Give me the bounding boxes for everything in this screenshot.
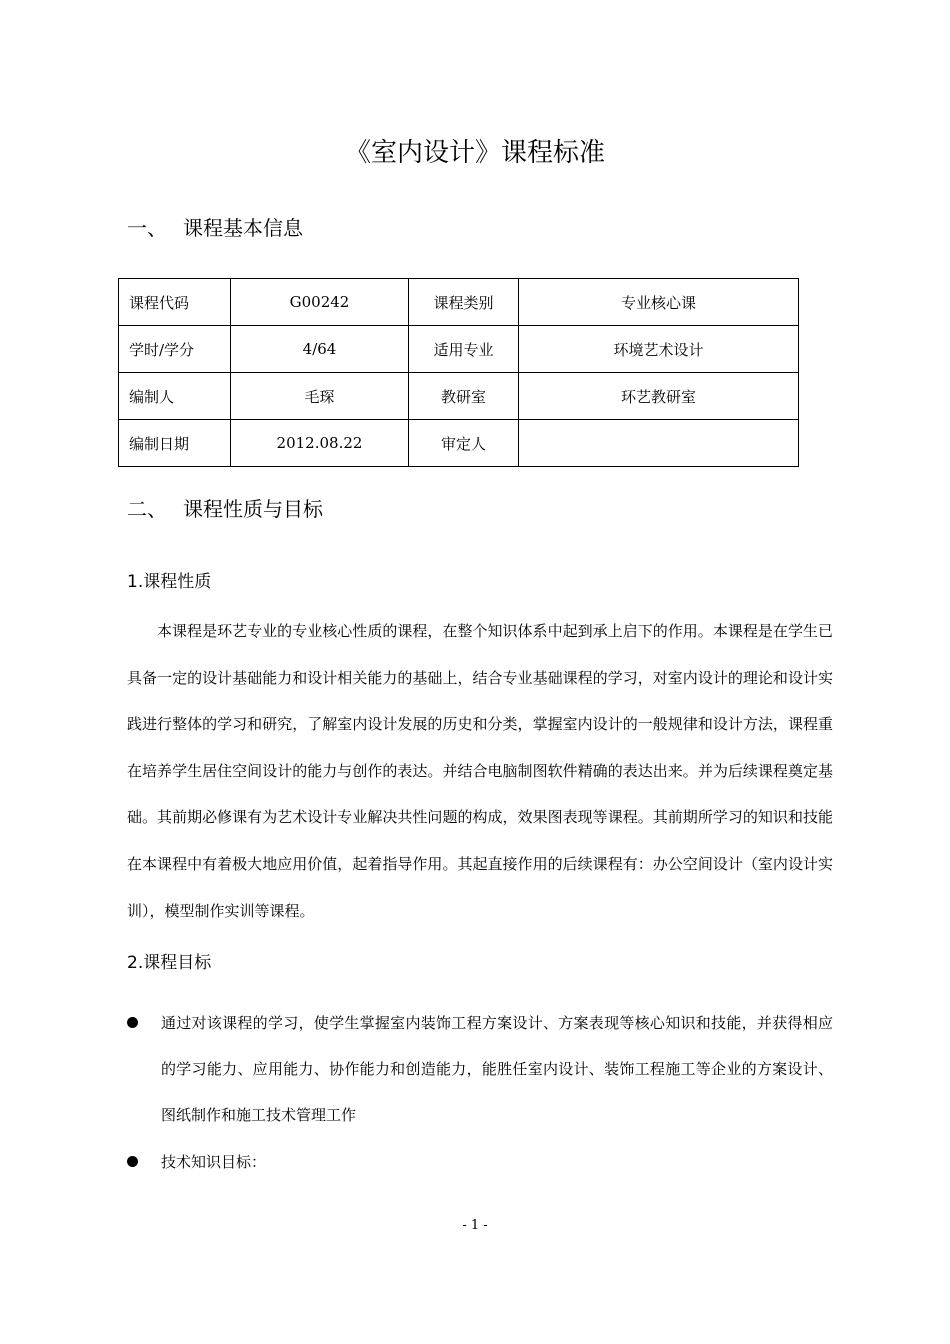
table-cell: 适用专业 <box>409 326 519 373</box>
table-cell: 环艺教研室 <box>519 373 799 420</box>
table-row <box>119 420 799 467</box>
course-info-table <box>118 278 799 467</box>
subsection-heading-course-goals: 2.课程目标 <box>127 953 212 973</box>
subsection-heading-course-nature: 1.课程性质 <box>127 572 212 592</box>
table-cell: 审定人 <box>409 420 519 467</box>
list-item-text: 技术知识目标： <box>161 1153 267 1171</box>
list-item <box>127 1139 833 1185</box>
section-heading-2 <box>127 494 323 524</box>
bullet-icon <box>127 1017 138 1028</box>
list-item-text: 通过对该课程的学习，使学生掌握室内装饰工程方案设计、方案表现等核心知识和技能，并获得相应的学习能力、应用能力、协作能力和创造能力，能胜任室内设计、装饰工程施工等企业的方案设计、图纸制作和施工技术管理工作 <box>161 1014 833 1124</box>
course-nature-paragraph: 本课程是环艺专业的专业核心性质的课程，在整个知识体系中起到承上启下的作用。本课程是在学生已具备一定的设计基础能力和设计相关能力的基础上，结合专业基础课程的学习，对室内设计的理论和设计实践进行整体的学习和研究，了解室内设计发展的历史和分类，掌握室内设计的一般规律和设计方法，课程重在培养学生居住空间设计的能力与创作的表达。并结合电脑制图软件精确的表达出来。并为后续课程奠定基础。其前期必修课有为艺术设计专业解决共性问题的构成，效果图表现等课程。其前期所学习的知识和技能在本课程中有着极大地应用价值，起着指导作用。其起直接作用的后续课程有：办公空间设计（室内设计实训），模型制作实训等课程。 <box>127 622 833 920</box>
table-row <box>119 279 799 326</box>
table-cell <box>519 420 799 467</box>
table-cell: 专业核心课 <box>519 279 799 326</box>
section-title: 课程基本信息 <box>183 216 303 240</box>
table-row <box>119 326 799 373</box>
page-number: - 1 - <box>462 1218 488 1233</box>
table-cell: 教研室 <box>409 373 519 420</box>
table-cell: 课程类别 <box>409 279 519 326</box>
section-heading-1 <box>127 213 303 243</box>
section-number: 一、 <box>127 216 167 240</box>
table-cell: 环境艺术设计 <box>519 326 799 373</box>
table-cell: 学时/学分 <box>119 326 231 373</box>
table-cell: 编制人 <box>119 373 231 420</box>
table-row <box>119 373 799 420</box>
table-cell: 课程代码 <box>119 279 231 326</box>
table-cell: 2012.08.22 <box>231 420 409 467</box>
table-cell: G00242 <box>231 279 409 326</box>
section-title: 课程性质与目标 <box>183 497 323 521</box>
table-cell: 4/64 <box>231 326 409 373</box>
document-title: 《室内设计》课程标准 <box>344 138 605 168</box>
table-cell: 毛琛 <box>231 373 409 420</box>
bullet-icon <box>127 1156 138 1167</box>
table-cell: 编制日期 <box>119 420 231 467</box>
list-item <box>127 1000 833 1138</box>
section-number: 二、 <box>127 497 167 521</box>
